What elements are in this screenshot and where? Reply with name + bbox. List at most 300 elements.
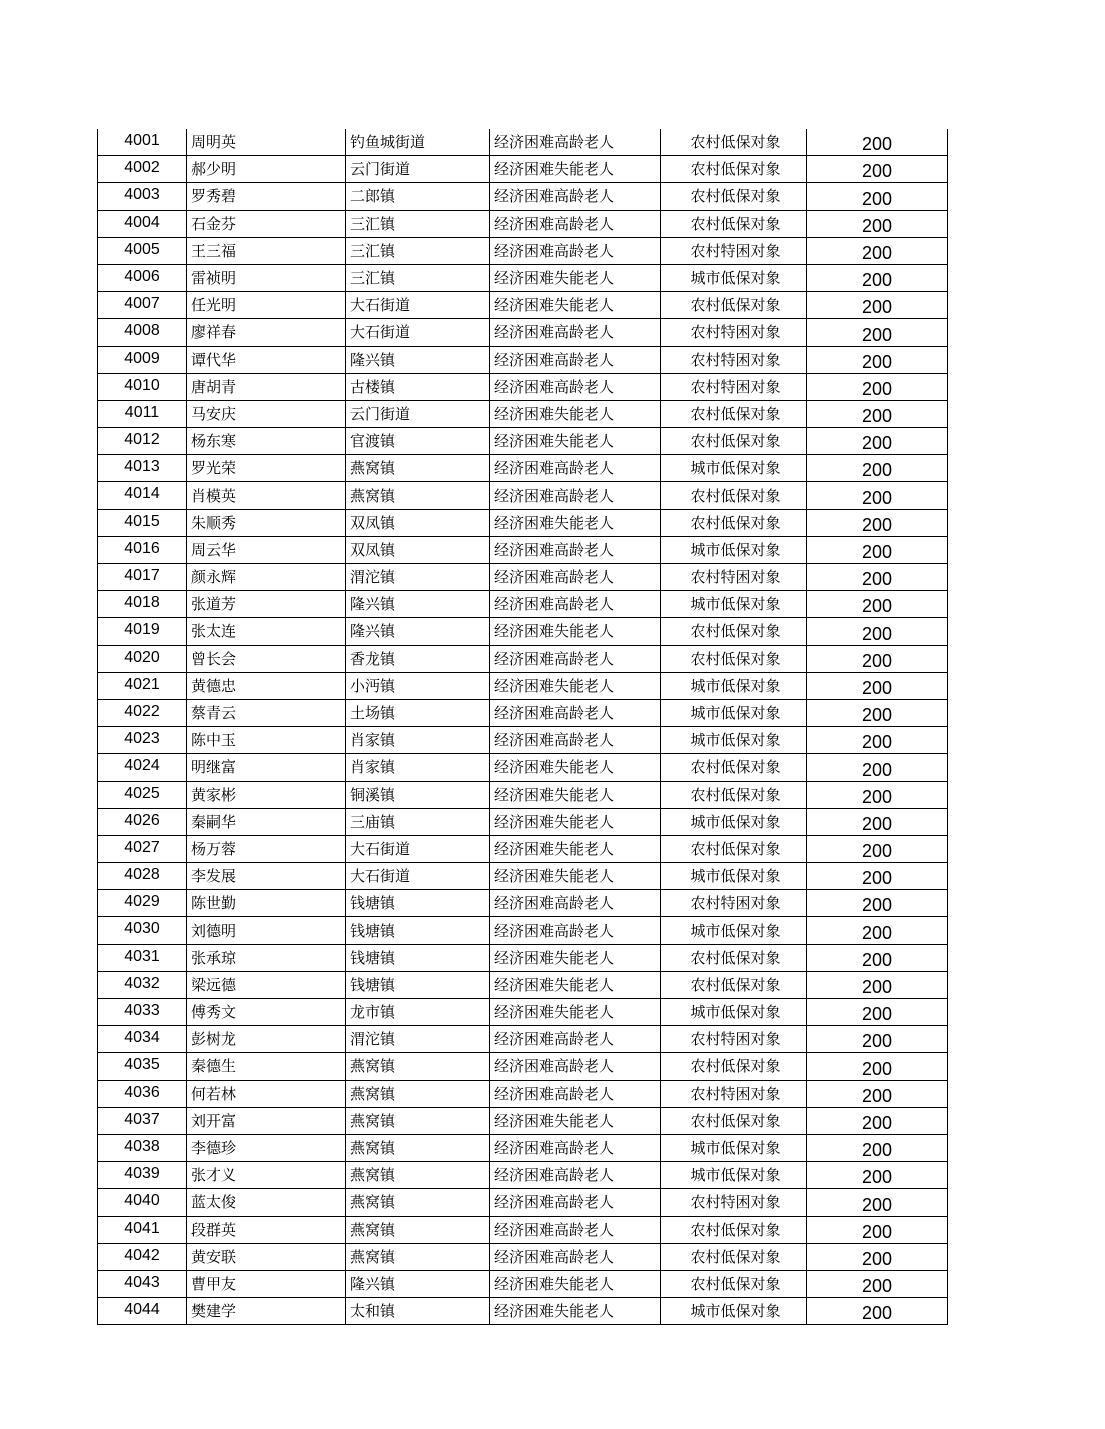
cell-category: 经济困难失能老人: [490, 754, 661, 781]
cell-name: 段群英: [187, 1216, 346, 1243]
cell-id: 4034: [98, 1026, 187, 1053]
cell-category: 经济困难失能老人: [490, 808, 661, 835]
cell-town: 燕窝镇: [346, 1107, 490, 1134]
cell-amount: 200: [807, 564, 948, 591]
cell-id: 4005: [98, 237, 187, 264]
cell-amount: 200: [807, 944, 948, 971]
cell-id: 4029: [98, 890, 187, 917]
cell-amount: 200: [807, 699, 948, 726]
table-row: [98, 917, 948, 944]
cell-name: 陈世勤: [187, 890, 346, 917]
cell-name: 刘开富: [187, 1107, 346, 1134]
cell-town: 铜溪镇: [346, 781, 490, 808]
cell-name: 张道芳: [187, 591, 346, 618]
cell-id: 4025: [98, 781, 187, 808]
cell-name: 陈中玉: [187, 727, 346, 754]
cell-town: 钱塘镇: [346, 971, 490, 998]
cell-town: 钓鱼城街道: [346, 129, 490, 156]
table-row: [98, 1189, 948, 1216]
cell-category: 经济困难高龄老人: [490, 455, 661, 482]
cell-type: 农村低保对象: [661, 618, 807, 645]
cell-name: 彭树龙: [187, 1026, 346, 1053]
cell-id: 4010: [98, 373, 187, 400]
cell-name: 杨东寒: [187, 428, 346, 455]
table-row: [98, 591, 948, 618]
cell-type: 农村特困对象: [661, 564, 807, 591]
cell-name: 张承琼: [187, 944, 346, 971]
cell-id: 4016: [98, 536, 187, 563]
cell-category: 经济困难高龄老人: [490, 1162, 661, 1189]
cell-amount: 200: [807, 1216, 948, 1243]
cell-category: 经济困难高龄老人: [490, 591, 661, 618]
cell-amount: 200: [807, 1189, 948, 1216]
cell-amount: 200: [807, 482, 948, 509]
cell-town: 燕窝镇: [346, 1243, 490, 1270]
cell-town: 小沔镇: [346, 672, 490, 699]
cell-category: 经济困难失能老人: [490, 1107, 661, 1134]
cell-amount: 200: [807, 319, 948, 346]
cell-category: 经济困难高龄老人: [490, 1243, 661, 1270]
cell-category: 经济困难失能老人: [490, 971, 661, 998]
cell-name: 张才义: [187, 1162, 346, 1189]
cell-town: 二郎镇: [346, 183, 490, 210]
cell-category: 经济困难失能老人: [490, 509, 661, 536]
cell-amount: 200: [807, 890, 948, 917]
cell-id: 4027: [98, 835, 187, 862]
cell-category: 经济困难失能老人: [490, 156, 661, 183]
cell-amount: 200: [807, 1243, 948, 1270]
cell-type: 城市低保对象: [661, 591, 807, 618]
cell-id: 4003: [98, 183, 187, 210]
table-row: [98, 536, 948, 563]
table-row: [98, 1107, 948, 1134]
cell-type: 城市低保对象: [661, 672, 807, 699]
cell-id: 4030: [98, 917, 187, 944]
table-row: [98, 835, 948, 862]
table-row: [98, 1298, 948, 1325]
cell-town: 三汇镇: [346, 210, 490, 237]
table-row: [98, 428, 948, 455]
cell-category: 经济困难高龄老人: [490, 699, 661, 726]
cell-town: 三庙镇: [346, 808, 490, 835]
cell-town: 龙市镇: [346, 999, 490, 1026]
table-row: [98, 1243, 948, 1270]
cell-name: 曾长会: [187, 645, 346, 672]
table-row: [98, 319, 948, 346]
cell-category: 经济困难失能老人: [490, 1298, 661, 1325]
table-row: [98, 890, 948, 917]
table-row: [98, 999, 948, 1026]
cell-name: 唐胡青: [187, 373, 346, 400]
cell-category: 经济困难高龄老人: [490, 536, 661, 563]
cell-name: 肖模英: [187, 482, 346, 509]
table-row: [98, 237, 948, 264]
cell-amount: 200: [807, 1053, 948, 1080]
table-row: [98, 509, 948, 536]
cell-category: 经济困难高龄老人: [490, 373, 661, 400]
cell-name: 谭代华: [187, 346, 346, 373]
cell-category: 经济困难高龄老人: [490, 1080, 661, 1107]
cell-type: 农村低保对象: [661, 1270, 807, 1297]
cell-amount: 200: [807, 1270, 948, 1297]
cell-amount: 200: [807, 971, 948, 998]
cell-amount: 200: [807, 183, 948, 210]
cell-town: 钱塘镇: [346, 890, 490, 917]
cell-category: 经济困难高龄老人: [490, 210, 661, 237]
cell-name: 马安庆: [187, 400, 346, 427]
cell-type: 城市低保对象: [661, 999, 807, 1026]
cell-category: 经济困难高龄老人: [490, 482, 661, 509]
cell-town: 渭沱镇: [346, 1026, 490, 1053]
table-row: [98, 699, 948, 726]
cell-category: 经济困难失能老人: [490, 781, 661, 808]
cell-amount: 200: [807, 999, 948, 1026]
cell-town: 大石街道: [346, 835, 490, 862]
cell-id: 4011: [98, 400, 187, 427]
cell-type: 城市低保对象: [661, 699, 807, 726]
cell-id: 4009: [98, 346, 187, 373]
cell-type: 农村低保对象: [661, 835, 807, 862]
cell-category: 经济困难失能老人: [490, 618, 661, 645]
cell-town: 隆兴镇: [346, 346, 490, 373]
table-row: [98, 618, 948, 645]
cell-id: 4006: [98, 264, 187, 291]
cell-amount: 200: [807, 645, 948, 672]
cell-category: 经济困难高龄老人: [490, 1216, 661, 1243]
cell-town: 燕窝镇: [346, 1216, 490, 1243]
cell-town: 肖家镇: [346, 727, 490, 754]
cell-town: 燕窝镇: [346, 482, 490, 509]
table-row: [98, 264, 948, 291]
cell-name: 蓝太俊: [187, 1189, 346, 1216]
cell-amount: 200: [807, 781, 948, 808]
cell-name: 蔡青云: [187, 699, 346, 726]
cell-type: 农村低保对象: [661, 754, 807, 781]
cell-category: 经济困难高龄老人: [490, 727, 661, 754]
cell-town: 香龙镇: [346, 645, 490, 672]
cell-type: 农村低保对象: [661, 1216, 807, 1243]
table-body: [98, 129, 948, 1325]
cell-category: 经济困难失能老人: [490, 672, 661, 699]
cell-town: 燕窝镇: [346, 1053, 490, 1080]
cell-type: 农村低保对象: [661, 1053, 807, 1080]
cell-type: 农村特困对象: [661, 373, 807, 400]
cell-id: 4018: [98, 591, 187, 618]
cell-type: 城市低保对象: [661, 536, 807, 563]
cell-town: 三汇镇: [346, 264, 490, 291]
cell-name: 杨万蓉: [187, 835, 346, 862]
cell-type: 农村特困对象: [661, 319, 807, 346]
cell-amount: 200: [807, 618, 948, 645]
cell-type: 农村特困对象: [661, 346, 807, 373]
cell-id: 4012: [98, 428, 187, 455]
cell-category: 经济困难高龄老人: [490, 346, 661, 373]
cell-name: 黄安联: [187, 1243, 346, 1270]
cell-amount: 200: [807, 509, 948, 536]
cell-type: 城市低保对象: [661, 264, 807, 291]
cell-id: 4007: [98, 292, 187, 319]
cell-name: 黄德忠: [187, 672, 346, 699]
cell-category: 经济困难失能老人: [490, 944, 661, 971]
cell-id: 4024: [98, 754, 187, 781]
cell-id: 4002: [98, 156, 187, 183]
table-row: [98, 346, 948, 373]
cell-town: 大石街道: [346, 292, 490, 319]
cell-town: 官渡镇: [346, 428, 490, 455]
table-row: [98, 482, 948, 509]
cell-amount: 200: [807, 1026, 948, 1053]
cell-id: 4042: [98, 1243, 187, 1270]
table-row: [98, 1162, 948, 1189]
cell-type: 城市低保对象: [661, 1298, 807, 1325]
table-row: [98, 944, 948, 971]
cell-type: 农村低保对象: [661, 428, 807, 455]
cell-category: 经济困难高龄老人: [490, 1134, 661, 1161]
cell-type: 农村特困对象: [661, 1026, 807, 1053]
cell-category: 经济困难高龄老人: [490, 319, 661, 346]
cell-type: 农村低保对象: [661, 1243, 807, 1270]
table-row: [98, 210, 948, 237]
cell-category: 经济困难失能老人: [490, 835, 661, 862]
cell-type: 农村低保对象: [661, 482, 807, 509]
cell-amount: 200: [807, 835, 948, 862]
cell-amount: 200: [807, 455, 948, 482]
cell-name: 秦德生: [187, 1053, 346, 1080]
cell-town: 大石街道: [346, 319, 490, 346]
cell-type: 农村低保对象: [661, 1107, 807, 1134]
cell-amount: 200: [807, 210, 948, 237]
cell-id: 4033: [98, 999, 187, 1026]
cell-type: 城市低保对象: [661, 808, 807, 835]
cell-category: 经济困难失能老人: [490, 400, 661, 427]
cell-id: 4020: [98, 645, 187, 672]
cell-town: 隆兴镇: [346, 1270, 490, 1297]
cell-amount: 200: [807, 373, 948, 400]
cell-name: 任光明: [187, 292, 346, 319]
cell-name: 廖祥春: [187, 319, 346, 346]
cell-type: 城市低保对象: [661, 863, 807, 890]
cell-town: 钱塘镇: [346, 917, 490, 944]
cell-amount: 200: [807, 591, 948, 618]
table-row: [98, 183, 948, 210]
cell-category: 经济困难高龄老人: [490, 1053, 661, 1080]
cell-amount: 200: [807, 237, 948, 264]
table-row: [98, 400, 948, 427]
cell-type: 城市低保对象: [661, 1134, 807, 1161]
cell-category: 经济困难高龄老人: [490, 645, 661, 672]
table-row: [98, 564, 948, 591]
cell-id: 4015: [98, 509, 187, 536]
cell-category: 经济困难高龄老人: [490, 129, 661, 156]
cell-town: 古楼镇: [346, 373, 490, 400]
cell-name: 明继富: [187, 754, 346, 781]
cell-id: 4026: [98, 808, 187, 835]
cell-id: 4032: [98, 971, 187, 998]
cell-town: 燕窝镇: [346, 1162, 490, 1189]
table-row: [98, 1270, 948, 1297]
cell-amount: 200: [807, 1134, 948, 1161]
table-row: [98, 672, 948, 699]
cell-amount: 200: [807, 917, 948, 944]
cell-id: 4004: [98, 210, 187, 237]
table-row: [98, 373, 948, 400]
table-row: [98, 645, 948, 672]
cell-name: 何若林: [187, 1080, 346, 1107]
cell-category: 经济困难高龄老人: [490, 183, 661, 210]
cell-name: 朱顺秀: [187, 509, 346, 536]
cell-id: 4023: [98, 727, 187, 754]
cell-town: 燕窝镇: [346, 1080, 490, 1107]
cell-amount: 200: [807, 536, 948, 563]
table-row: [98, 754, 948, 781]
cell-amount: 200: [807, 1107, 948, 1134]
cell-town: 三汇镇: [346, 237, 490, 264]
cell-category: 经济困难高龄老人: [490, 890, 661, 917]
cell-id: 4022: [98, 699, 187, 726]
cell-type: 农村低保对象: [661, 781, 807, 808]
cell-amount: 200: [807, 346, 948, 373]
cell-type: 农村低保对象: [661, 944, 807, 971]
cell-town: 燕窝镇: [346, 455, 490, 482]
cell-town: 肖家镇: [346, 754, 490, 781]
cell-name: 李德珍: [187, 1134, 346, 1161]
cell-type: 农村特困对象: [661, 890, 807, 917]
cell-name: 曹甲友: [187, 1270, 346, 1297]
cell-amount: 200: [807, 863, 948, 890]
cell-category: 经济困难失能老人: [490, 428, 661, 455]
table-row: [98, 781, 948, 808]
table-row: [98, 971, 948, 998]
cell-amount: 200: [807, 1162, 948, 1189]
cell-town: 燕窝镇: [346, 1189, 490, 1216]
cell-type: 农村低保对象: [661, 509, 807, 536]
cell-name: 樊建学: [187, 1298, 346, 1325]
cell-id: 4028: [98, 863, 187, 890]
cell-type: 农村低保对象: [661, 156, 807, 183]
cell-amount: 200: [807, 672, 948, 699]
cell-type: 农村低保对象: [661, 971, 807, 998]
cell-id: 4041: [98, 1216, 187, 1243]
cell-id: 4017: [98, 564, 187, 591]
cell-type: 农村特困对象: [661, 1080, 807, 1107]
cell-town: 太和镇: [346, 1298, 490, 1325]
cell-name: 张太连: [187, 618, 346, 645]
cell-amount: 200: [807, 754, 948, 781]
cell-name: 雷祯明: [187, 264, 346, 291]
cell-id: 4039: [98, 1162, 187, 1189]
cell-type: 农村低保对象: [661, 400, 807, 427]
cell-type: 城市低保对象: [661, 1162, 807, 1189]
cell-category: 经济困难失能老人: [490, 292, 661, 319]
cell-name: 刘德明: [187, 917, 346, 944]
cell-id: 4001: [98, 129, 187, 156]
table-row: [98, 455, 948, 482]
cell-name: 秦嗣华: [187, 808, 346, 835]
cell-category: 经济困难高龄老人: [490, 1189, 661, 1216]
cell-type: 农村低保对象: [661, 210, 807, 237]
cell-name: 周云华: [187, 536, 346, 563]
cell-id: 4043: [98, 1270, 187, 1297]
cell-amount: 200: [807, 264, 948, 291]
cell-name: 李发展: [187, 863, 346, 890]
cell-name: 罗光荣: [187, 455, 346, 482]
cell-id: 4040: [98, 1189, 187, 1216]
cell-town: 土场镇: [346, 699, 490, 726]
cell-name: 罗秀碧: [187, 183, 346, 210]
table-row: [98, 156, 948, 183]
cell-town: 渭沱镇: [346, 564, 490, 591]
data-table: [97, 129, 948, 1325]
cell-amount: 200: [807, 156, 948, 183]
cell-type: 农村特困对象: [661, 237, 807, 264]
cell-category: 经济困难失能老人: [490, 999, 661, 1026]
cell-name: 梁远德: [187, 971, 346, 998]
cell-id: 4037: [98, 1107, 187, 1134]
cell-type: 农村低保对象: [661, 129, 807, 156]
table-row: [98, 1216, 948, 1243]
cell-category: 经济困难高龄老人: [490, 564, 661, 591]
cell-id: 4038: [98, 1134, 187, 1161]
cell-category: 经济困难高龄老人: [490, 917, 661, 944]
cell-id: 4008: [98, 319, 187, 346]
cell-id: 4035: [98, 1053, 187, 1080]
table-row: [98, 808, 948, 835]
cell-amount: 200: [807, 808, 948, 835]
cell-type: 城市低保对象: [661, 727, 807, 754]
cell-category: 经济困难失能老人: [490, 264, 661, 291]
cell-name: 郝少明: [187, 156, 346, 183]
cell-name: 王三福: [187, 237, 346, 264]
cell-amount: 200: [807, 292, 948, 319]
cell-id: 4031: [98, 944, 187, 971]
cell-amount: 200: [807, 727, 948, 754]
spreadsheet-page: [97, 129, 948, 1325]
table-row: [98, 863, 948, 890]
table-row: [98, 727, 948, 754]
cell-name: 傅秀文: [187, 999, 346, 1026]
cell-amount: 200: [807, 129, 948, 156]
cell-id: 4013: [98, 455, 187, 482]
table-row: [98, 1134, 948, 1161]
cell-name: 黄家彬: [187, 781, 346, 808]
cell-town: 云门街道: [346, 400, 490, 427]
cell-town: 大石街道: [346, 863, 490, 890]
cell-category: 经济困难失能老人: [490, 863, 661, 890]
table-row: [98, 129, 948, 156]
cell-type: 农村特困对象: [661, 1189, 807, 1216]
cell-type: 农村低保对象: [661, 645, 807, 672]
cell-amount: 200: [807, 400, 948, 427]
cell-town: 双凤镇: [346, 536, 490, 563]
cell-town: 云门街道: [346, 156, 490, 183]
cell-id: 4014: [98, 482, 187, 509]
cell-name: 石金芬: [187, 210, 346, 237]
table-row: [98, 292, 948, 319]
cell-name: 颜永辉: [187, 564, 346, 591]
cell-type: 城市低保对象: [661, 455, 807, 482]
cell-id: 4019: [98, 618, 187, 645]
cell-amount: 200: [807, 1298, 948, 1325]
cell-category: 经济困难高龄老人: [490, 1026, 661, 1053]
cell-type: 城市低保对象: [661, 917, 807, 944]
cell-town: 双凤镇: [346, 509, 490, 536]
cell-id: 4021: [98, 672, 187, 699]
cell-town: 钱塘镇: [346, 944, 490, 971]
table-row: [98, 1053, 948, 1080]
cell-id: 4036: [98, 1080, 187, 1107]
cell-name: 周明英: [187, 129, 346, 156]
cell-category: 经济困难失能老人: [490, 1270, 661, 1297]
